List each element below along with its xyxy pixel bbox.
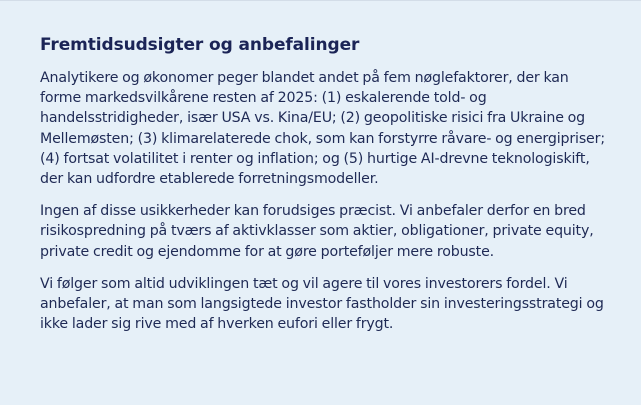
paragraph-key-factors: Analytikere og økonomer peger blandet andet på fem nøglefaktorer, der kan forme markedsvilkårene resten af 2025: (1) eskalerende told- og handelsstridigheder, især USA vs. Kina/EU; (2) geopolitiske risici fra Ukraine og Mellemøsten; (3) klimarelaterede chok, som kan forstyrre råvare- og energipriser; (4) fortsat volatilitet i renter og inflation; og (5) hurtige AI-drevne teknologiskift, der kan udfordre etablerede forretningsmodeller. — [40, 70, 605, 188]
paragraph-long-term-advice: Vi følger som altid udviklingen tæt og vil agere til vores investorers fordel. Vi anbefaler, at man som langsigtede investor fastholder sin investeringsstrategi og ikke lader sig rive med af hverken eufori eller frygt. — [40, 275, 604, 333]
paragraph-diversification: Ingen af disse usikkerheder kan forudsiges præcist. Vi anbefaler derfor en bred risikospredning på tværs af aktivklasser som aktier, obligationer, private equity, private credit og ejendomme for at gøre porteføljer mere robuste. — [40, 203, 594, 260]
section-title: Fremtidsudsigter og anbefalinger — [40, 35, 360, 55]
